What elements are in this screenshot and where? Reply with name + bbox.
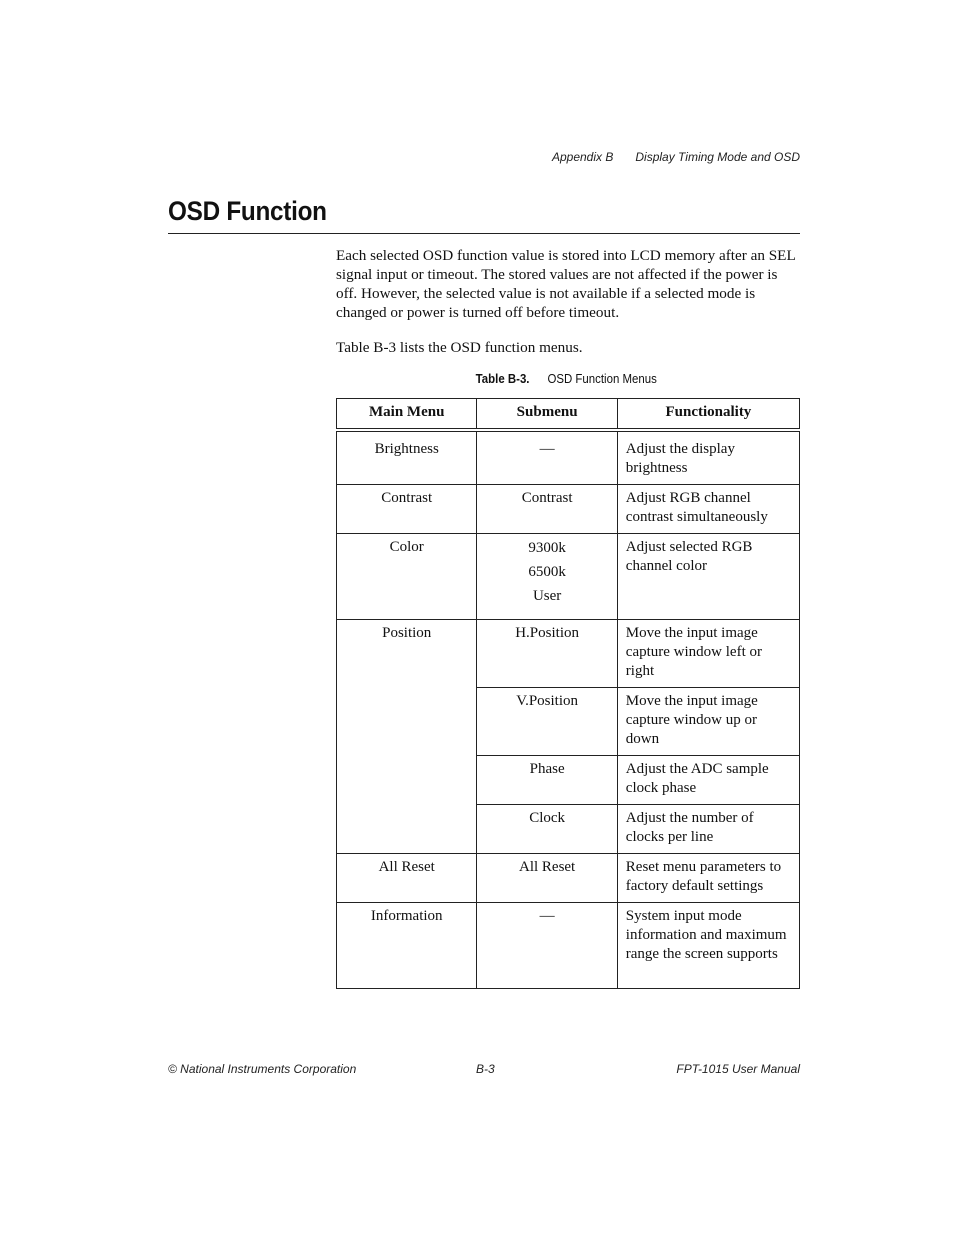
table-reference-paragraph: Table B-3 lists the OSD function menus.	[336, 339, 583, 356]
functionality-cell: Move the input image capture window up or down	[617, 688, 799, 756]
functionality-cell: Reset menu parameters to factory default settings	[617, 854, 799, 903]
header-main-menu: Main Menu	[337, 399, 477, 431]
submenu-cell: V.Position	[477, 688, 617, 756]
submenu-cell: Phase	[477, 756, 617, 805]
submenu-cell: —	[477, 903, 617, 989]
functionality-cell: Move the input image capture window left or right	[617, 620, 799, 688]
functionality-cell: Adjust the display brightness	[617, 430, 799, 485]
main-menu-cell: All Reset	[337, 854, 477, 903]
submenu-cell: All Reset	[477, 854, 617, 903]
main-menu-cell: Color	[337, 534, 477, 620]
functionality-cell: System input mode information and maximum range the screen supports	[617, 903, 799, 989]
footer-manual-title: FPT-1015 User Manual	[676, 1062, 800, 1076]
header-chapter: Display Timing Mode and OSD	[635, 150, 800, 164]
submenu-cell: Contrast	[477, 485, 617, 534]
header-appendix: Appendix B	[551, 150, 614, 164]
main-menu-cell: Position	[337, 620, 477, 854]
table-row	[337, 485, 800, 534]
running-header	[0, 150, 800, 164]
table-row	[337, 534, 800, 620]
submenu-cell: H.Position	[477, 620, 617, 688]
title-rule	[168, 233, 800, 234]
submenu-option: 6500k	[528, 564, 566, 580]
functionality-cell: Adjust RGB channel contrast simultaneously	[617, 485, 799, 534]
table-row	[337, 854, 800, 903]
table-caption-text: OSD Function Menus	[547, 371, 657, 386]
footer-page-number: B-3	[476, 1062, 495, 1076]
functionality-cell: Adjust the number of clocks per line	[617, 805, 799, 854]
table-caption	[336, 371, 800, 386]
table-row	[337, 430, 800, 485]
submenu-cell: Clock	[477, 805, 617, 854]
table-row	[337, 903, 800, 989]
submenu-option: 9300k	[528, 540, 566, 556]
main-menu-cell: Contrast	[337, 485, 477, 534]
footer-copyright: © National Instruments Corporation	[168, 1062, 357, 1076]
table-header-row	[337, 399, 800, 431]
table-row	[337, 620, 800, 688]
intro-paragraph: Each selected OSD function value is stored into LCD memory after an SEL signal input or timeout. The stored values are not affected if the power is off. However, the selected value is not available if a selected mode is changed or power is turned off before timeout.	[336, 247, 796, 321]
osd-function-table	[336, 398, 800, 989]
section-title: OSD Function	[168, 196, 327, 226]
submenu-cell	[477, 534, 617, 620]
functionality-cell: Adjust the ADC sample clock phase	[617, 756, 799, 805]
table-caption-number: Table B-3.	[475, 371, 530, 386]
header-functionality: Functionality	[617, 399, 799, 431]
submenu-option: User	[532, 588, 562, 604]
main-menu-cell: Brightness	[337, 430, 477, 485]
submenu-cell: —	[477, 430, 617, 485]
functionality-cell: Adjust selected RGB channel color	[617, 534, 799, 620]
header-submenu: Submenu	[477, 399, 617, 431]
main-menu-cell: Information	[337, 903, 477, 989]
